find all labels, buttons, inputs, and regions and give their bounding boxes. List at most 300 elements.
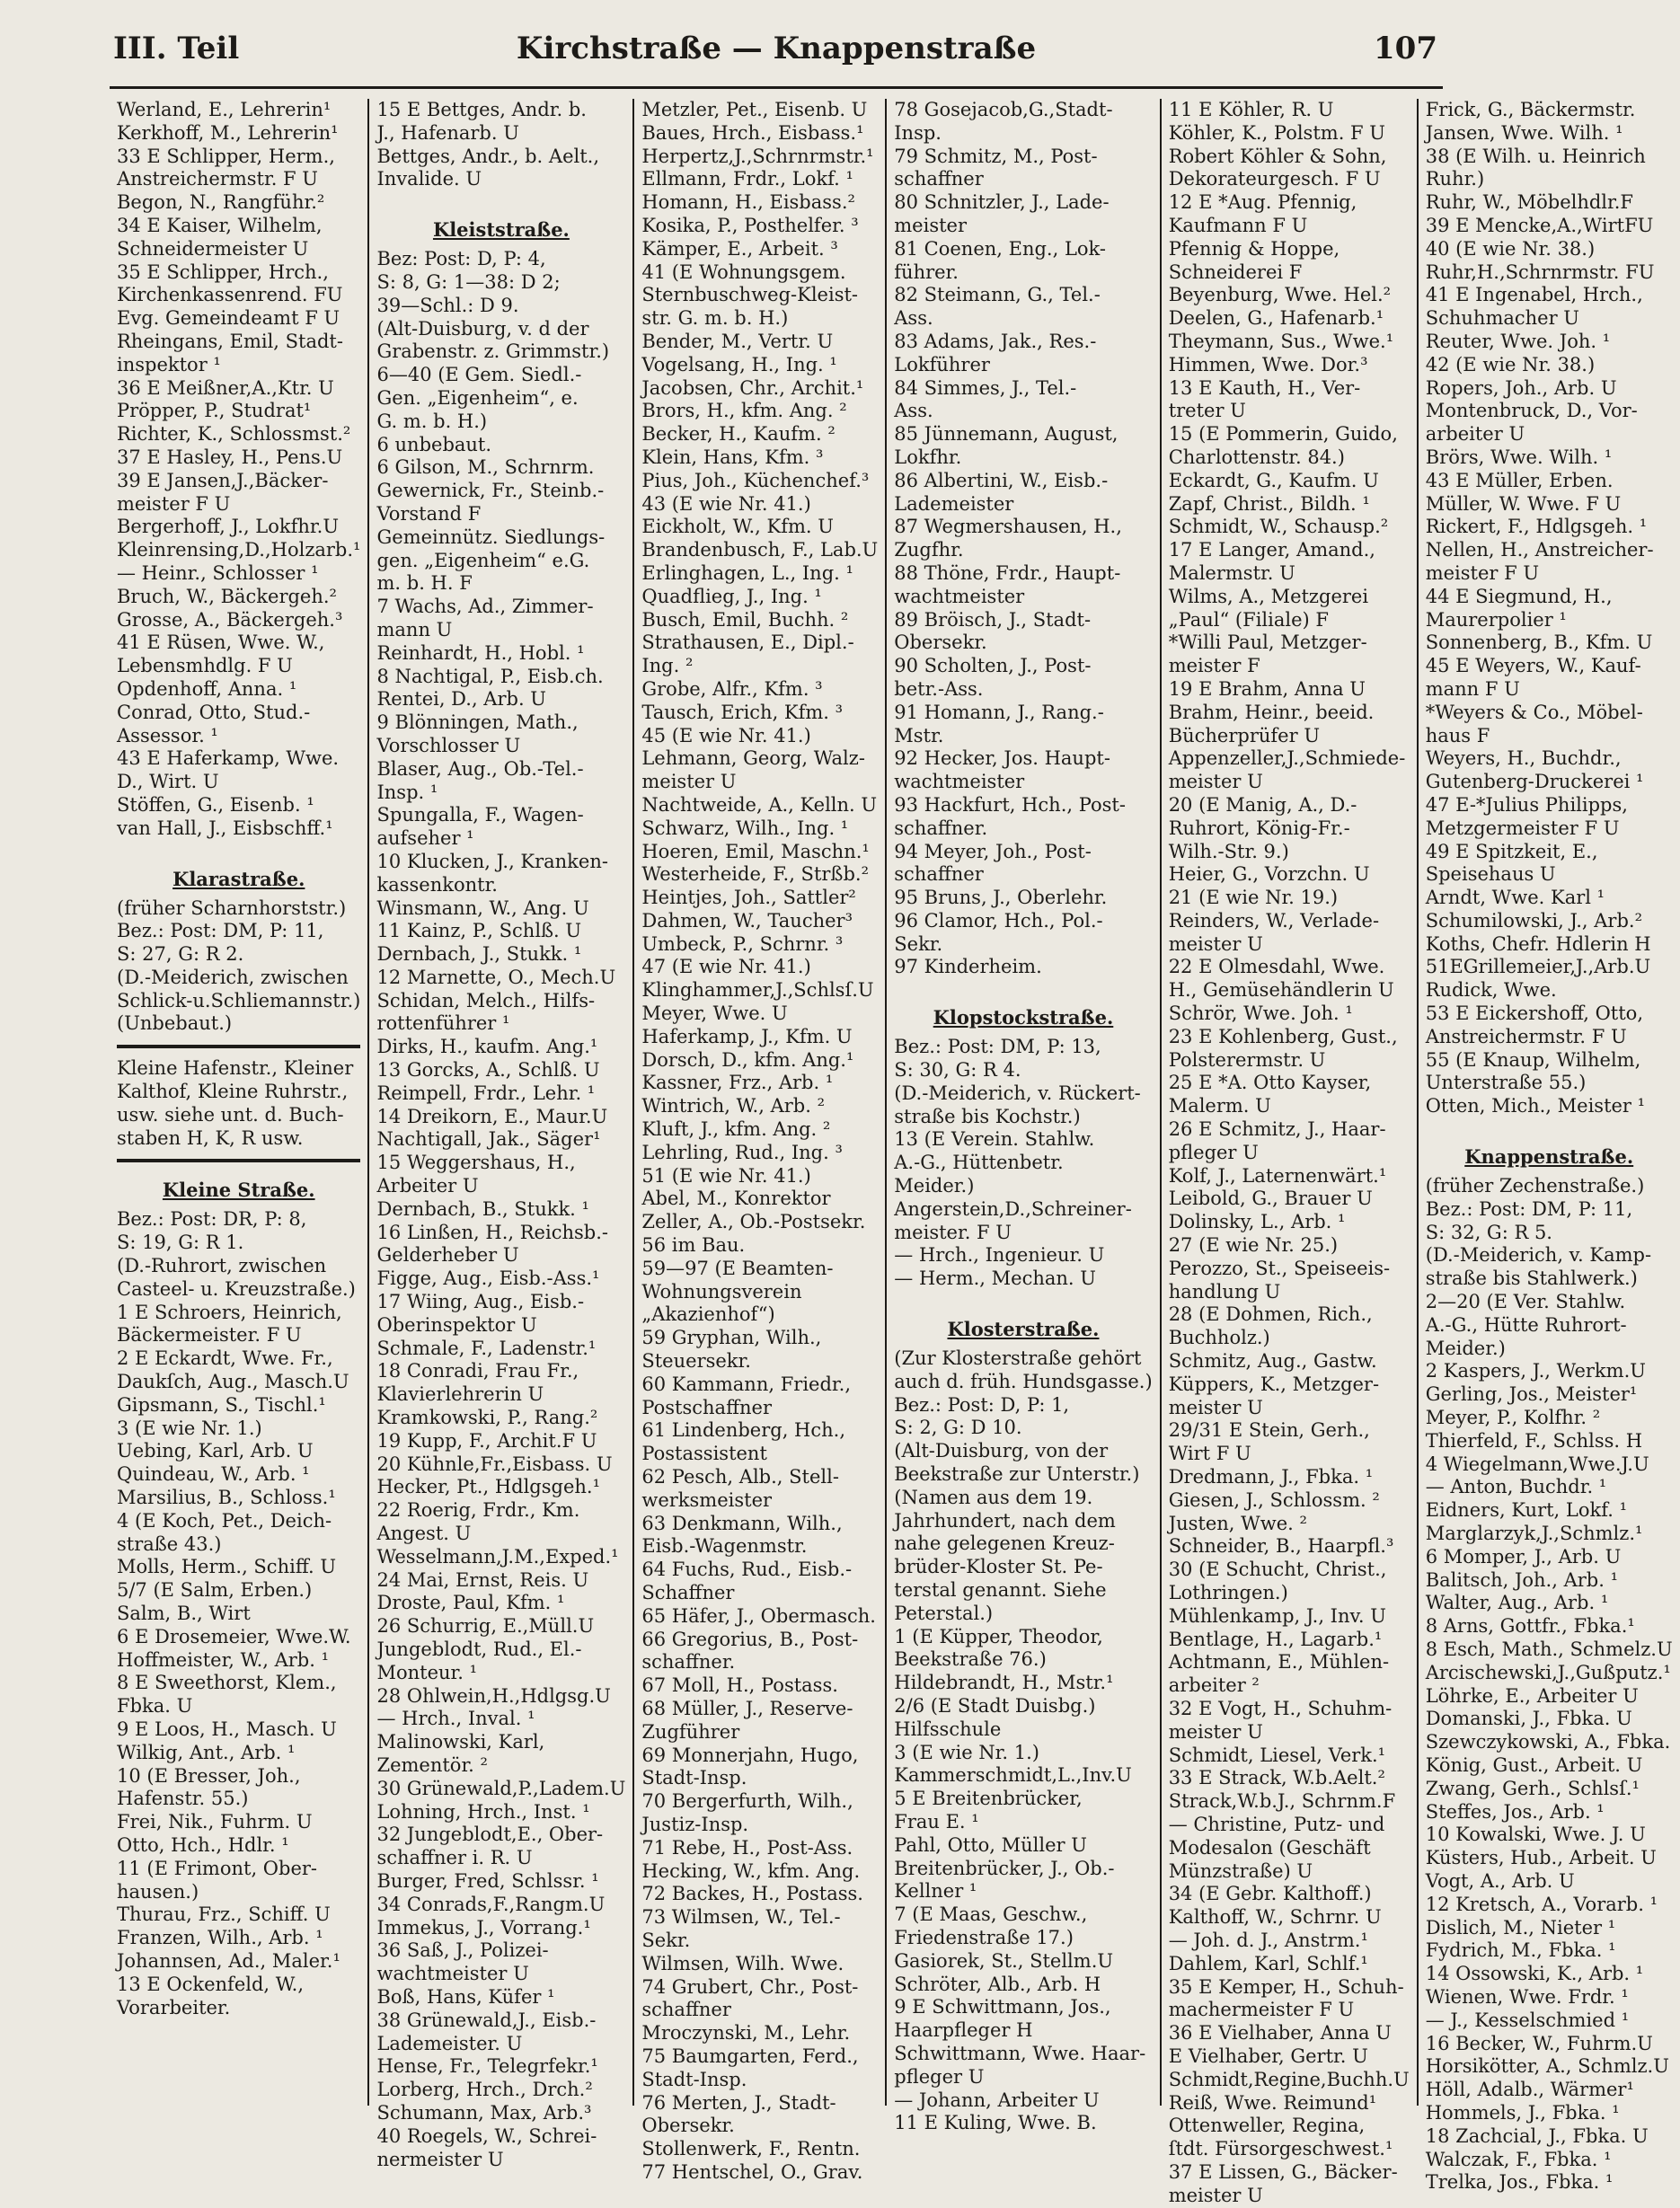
directory-entry: — Hrch., Inval. ¹: [376, 1708, 535, 1730]
directory-entry: meister U: [1168, 771, 1263, 793]
directory-entry: Brahm, Heinr., beeid.: [1168, 701, 1375, 723]
directory-entry: 28 (E Dohmen, Rich.,: [1168, 1303, 1373, 1326]
directory-entry: (Alt-Duisburg, von der: [894, 1440, 1109, 1462]
directory-entry: Speisehaus U: [1425, 863, 1556, 886]
directory-entry: 30 Grünewald,P.,Ladem.U: [376, 1777, 626, 1799]
directory-entry: Leibold, G., Brauer U: [1168, 1188, 1373, 1210]
directory-entry: Insp.: [894, 121, 942, 144]
street-heading: Knappenstraße.: [1464, 1145, 1634, 1169]
directory-entry: (Zur Klosterstraße gehört: [894, 1347, 1142, 1370]
directory-entry: Umbeck, P., Schrnr. ³: [641, 932, 844, 955]
directory-entry: meister U: [1168, 1720, 1263, 1743]
directory-entry: 35 E Schlipper, Hrch.,: [117, 261, 329, 283]
directory-entry: 20 (E Manig, A., D.-: [1168, 793, 1357, 816]
directory-entry: schaffner i. R. U: [376, 1847, 533, 1869]
directory-entry: Szewczykowski, A., Fbka.: [1425, 1731, 1671, 1753]
directory-entry: 33 E Strack, W.b.Aelt.²: [1168, 1767, 1385, 1789]
directory-entry: Dahlem, Karl, Schlf.¹: [1168, 1952, 1368, 1974]
directory-entry: Dahmen, W., Taucher³: [641, 909, 853, 932]
directory-entry: schaffner.: [894, 817, 988, 839]
directory-entry: 32 Jungeblodt,E., Ober-: [376, 1824, 604, 1846]
directory-entry: Malinowski, Karl,: [376, 1731, 545, 1753]
directory-entry: Evg. Gemeindeamt F U: [117, 307, 340, 330]
directory-entry: Vogt, A., Arb. U: [1425, 1869, 1575, 1892]
directory-entry: 26 E Schmitz, J., Haar-: [1168, 1118, 1386, 1141]
page-header: [110, 23, 1443, 89]
directory-entry: 65 Häfer, J., Obermasch.: [641, 1604, 876, 1627]
directory-entry: Reuter, Wwe. Joh. ¹: [1425, 330, 1611, 352]
directory-entry: Becker, H., Kaufm. ²: [641, 423, 836, 446]
directory-entry: Brors, H., kfm. Ang. ²: [641, 400, 847, 422]
directory-entry: Uebing, Karl, Arb. U: [117, 1440, 314, 1462]
directory-entry: — Christine, Putz- und: [1168, 1813, 1385, 1835]
directory-entry: 81 Coenen, Eng., Lok-: [894, 237, 1106, 260]
directory-entry: Schwittmann, Wwe. Haar-: [894, 2042, 1146, 2064]
directory-entry: S: 2, G: D 10.: [894, 1417, 1022, 1439]
street-heading: Klopstockstraße.: [933, 1006, 1114, 1029]
directory-entry: Dirks, H., kaufm. Ang.¹: [376, 1036, 598, 1058]
directory-entry: 13 E Ockenfeld, W.,: [117, 1973, 305, 1995]
directory-entry: Wintrich, W., Arb. ²: [641, 1095, 826, 1117]
directory-entry: Jansen, Wwe. Wilh. ¹: [1425, 121, 1623, 144]
directory-entry: Kalthoff, W., Schrnr. U: [1168, 1906, 1382, 1929]
directory-entry: 88 Thöne, Frdr., Haupt-: [894, 561, 1121, 584]
directory-entry: Pröpper, P., Studrat¹: [117, 400, 312, 422]
directory-entry: Bettges, Andr., b. Aelt.,: [376, 145, 600, 167]
directory-entry: 12 E *Aug. Pfennig,: [1168, 191, 1357, 214]
directory-entry: Schröter, Alb., Arb. H: [894, 1973, 1101, 1995]
directory-entry: Reinders, W., Verlade-: [1168, 909, 1380, 932]
directory-entry: 2—20 (E Ver. Stahlw.: [1425, 1291, 1626, 1313]
directory-entry: 38 (E Wilh. u. Heinrich: [1425, 145, 1646, 167]
directory-entry: Frick, G., Bäckermstr.: [1425, 99, 1636, 120]
directory-entry: 11 E Köhler, R. U: [1168, 99, 1334, 120]
directory-entry: straße bis Kochstr.): [894, 1105, 1081, 1127]
directory-entry: 6—40 (E Gem. Siedl.-: [376, 364, 582, 386]
directory-entry: Grosse, A., Bäckergeh.³: [117, 608, 343, 631]
directory-entry: Beekstraße 76.): [894, 1648, 1047, 1671]
directory-entry: 73 Wilmsen, W., Tel.-: [641, 1906, 841, 1929]
directory-entry: Eckardt, G., Kaufm. U: [1168, 469, 1379, 491]
directory-entry: Dernbach, J., Stukk. ¹: [376, 943, 582, 966]
directory-entry: führer.: [894, 261, 959, 283]
directory-entry: 62 Pesch, Alb., Stell-: [641, 1466, 839, 1488]
directory-entry: Ass.: [894, 400, 933, 422]
directory-entry: (früher Zechenstraße.): [1425, 1175, 1645, 1197]
directory-entry: 45 E Weyers, W., Kauf-: [1425, 655, 1641, 677]
directory-entry: Justen, Wwe. ²: [1168, 1512, 1307, 1534]
directory-entry: Baues, Hrch., Eisbass.¹: [641, 121, 864, 144]
directory-entry: *Willi Paul, Metzger-: [1168, 631, 1367, 654]
directory-entry: 13 (E Verein. Stahlw.: [894, 1128, 1095, 1151]
directory-entry: 87 Wegmershausen, H.,: [894, 516, 1122, 538]
directory-entry: Bentlage, H., Lagarb.¹: [1168, 1628, 1383, 1650]
directory-entry: Unterstraße 55.): [1425, 1072, 1587, 1094]
directory-entry: Lehrling, Rud., Ing. ³: [641, 1141, 843, 1163]
directory-entry: Bergerhoff, J., Lokfhr.U: [117, 516, 340, 538]
directory-entry: — Johann, Arbeiter U: [894, 2089, 1100, 2111]
directory-entry: mann F U: [1425, 677, 1520, 700]
directory-entry: 10 (E Bresser, Joh.,: [117, 1764, 301, 1787]
directory-entry: Thurau, Frz., Schiff. U: [117, 1903, 331, 1926]
spacer: [117, 841, 360, 852]
directory-entry: werksmeister: [641, 1488, 773, 1511]
directory-entry: S: 8, G: 1—38: D 2;: [376, 270, 561, 293]
directory-entry: Dekorateurgesch. F U: [1168, 168, 1381, 190]
directory-entry: Stadt-Insp.: [641, 2068, 747, 2090]
directory-entry: 90 Scholten, J., Post-: [894, 655, 1092, 677]
directory-entry: Meyer, Wwe. U: [641, 1002, 788, 1025]
page-number: 107: [1374, 31, 1437, 66]
directory-entry: 3 (E wie Nr. 1.): [117, 1417, 262, 1439]
directory-entry: 17 Wiing, Aug., Eisb.-: [376, 1291, 585, 1313]
directory-entry: (Unbebaut.): [117, 1012, 233, 1035]
directory-entry: Obersekr.: [894, 631, 987, 654]
directory-entry: Bez.: Post: DM, P: 11,: [117, 920, 324, 942]
directory-entry: Fbka. U: [117, 1695, 193, 1718]
directory-entry: 51 (E wie Nr. 41.): [641, 1164, 811, 1187]
directory-entry: 59 Gryphan, Wilh.,: [641, 1327, 822, 1349]
directory-entry: Hildebrandt, H., Mstr.¹: [894, 1672, 1114, 1694]
directory-entry: 7 (E Maas, Geschw.,: [894, 1903, 1088, 1926]
directory-entry: 66 Gregorius, B., Post-: [641, 1628, 859, 1650]
directory-entry: mann U: [376, 618, 453, 640]
directory-entry: 4 Wiegelmann,Wwe.J.U: [1425, 1453, 1649, 1475]
directory-entry: Justiz-Insp.: [641, 1813, 749, 1835]
directory-entry: Hommels, J., Fbka. ¹: [1425, 2101, 1620, 2124]
directory-entry: Marsilius, B., Schloss.¹: [117, 1487, 336, 1509]
directory-entry: Immekus, J., Vorrang.¹: [376, 1916, 591, 1939]
directory-entry: Pfennig & Hoppe,: [1168, 237, 1340, 260]
directory-entry: 78 Gosejacob,G.,Stadt-: [894, 99, 1113, 120]
directory-entry: (Namen aus dem 19.: [894, 1486, 1093, 1508]
directory-entry: Kolf, J., Laternenwärt.¹: [1168, 1164, 1387, 1187]
directory-entry: Schneidermeister U: [117, 237, 309, 260]
directory-column: [1419, 99, 1680, 2194]
directory-entry: Kirchenkassenrend. FU: [117, 284, 343, 306]
directory-entry: Lademeister: [894, 492, 1014, 515]
directory-entry: nermeister U: [376, 2148, 504, 2170]
spacer: [1426, 1118, 1673, 1129]
directory-entry: 1 (E Küpper, Theodor,: [894, 1625, 1103, 1647]
directory-entry: Gewernick, Fr., Steinb.-: [376, 480, 605, 502]
directory-entry: Gipsmann, S., Tischl.¹: [117, 1393, 326, 1416]
directory-entry: Sonnenberg, B., Kfm. U: [1425, 631, 1653, 654]
directory-entry: S: 19, G: R 1.: [117, 1232, 244, 1254]
directory-entry: meister U: [1168, 1396, 1263, 1418]
directory-entry: Wienen, Wwe. Frdr. ¹: [1425, 1985, 1629, 2008]
directory-entry: 7 Wachs, Ad., Zimmer-: [376, 596, 594, 618]
directory-entry: Sternbuschweg-Kleist-: [641, 284, 859, 306]
directory-entry: 39—Schl.: D 9.: [376, 294, 519, 316]
directory-entry: Gerling, Jos., Meister¹: [1425, 1383, 1638, 1406]
directory-entry: 82 Steimann, G., Tel.-: [894, 284, 1101, 306]
directory-entry: Thierfeld, F., Schlss. H: [1425, 1429, 1643, 1452]
directory-entry: Zapf, Christ., Bildh. ¹: [1168, 492, 1370, 515]
directory-entry: Fydrich, M., Fbka. ¹: [1425, 1939, 1616, 1962]
directory-entry: 34 Conrads,F.,Rangm.U: [376, 1893, 606, 1915]
directory-entry: Quindeau, W., Arb. ¹: [117, 1463, 310, 1486]
directory-entry: 77 Hentschel, O., Grav.: [641, 2160, 863, 2183]
directory-entry: Schneiderei F: [1168, 261, 1303, 283]
directory-entry: 15 Weggershaus, H.,: [376, 1152, 576, 1174]
directory-entry: Grobe, Alfr., Kfm. ³: [641, 677, 823, 700]
directory-entry: Müller, W. Wwe. F U: [1425, 492, 1622, 515]
directory-entry: Mroczynski, M., Lehr.: [641, 2022, 851, 2045]
directory-entry: Deelen, G., Hafenarb.¹: [1168, 307, 1384, 330]
directory-entry: 92 Hecker, Jos. Haupt-: [894, 747, 1110, 770]
directory-entry: Lokfhr.: [894, 446, 962, 468]
directory-entry: 69 Monnerjahn, Hugo,: [641, 1744, 859, 1766]
directory-entry: (Alt-Duisburg, v. d der: [376, 317, 589, 340]
directory-entry: 79 Schmitz, M., Post-: [894, 145, 1098, 167]
directory-entry: Maurerpolier ¹: [1425, 608, 1567, 631]
street-heading: Klarastraße.: [172, 867, 305, 890]
directory-entry: 45 (E wie Nr. 41.): [641, 724, 811, 746]
directory-entry: 55 (E Knaup, Wilhelm,: [1425, 1048, 1641, 1071]
directory-entry: Bez.: Post: DM, P: 13,: [894, 1036, 1101, 1058]
directory-entry: 9 Blönningen, Math.,: [376, 711, 579, 734]
directory-entry: Herpertz,J.,Schrnrmstr.¹: [641, 145, 874, 167]
directory-entry: Friedenstraße 17.): [894, 1926, 1074, 1948]
directory-entry: Eisb.-Wagenmstr.: [641, 1535, 808, 1558]
directory-entry: 19 E Brahm, Anna U: [1168, 677, 1366, 700]
directory-entry: Metzler, Pet., Eisenb. U: [641, 99, 868, 120]
directory-entry: Richter, K., Schlossmst.²: [117, 423, 351, 446]
directory-entry: Stadt-Insp.: [641, 1767, 747, 1789]
directory-entry: 5 E Breitenbrücker,: [894, 1788, 1083, 1810]
directory-entry: (D.-Meiderich, zwischen: [117, 966, 349, 988]
directory-entry: Wirt F U: [1168, 1443, 1251, 1465]
directory-entry: 6 E Drosemeier, Wwe.W.: [117, 1625, 351, 1647]
directory-entry: S: 30, G: R 4.: [894, 1059, 1021, 1082]
directory-entry: Gasiorek, St., Stellm.U: [894, 1949, 1114, 1972]
directory-entry: Anstreichermstr. F U: [117, 168, 318, 190]
spacer: [376, 191, 625, 202]
directory-entry: 61 Lindenberg, Hch.,: [641, 1419, 845, 1442]
directory-entry: Rheingans, Emil, Stadt-: [117, 330, 343, 352]
directory-entry: Otto, Hch., Hdlr. ¹: [117, 1833, 289, 1856]
directory-entry: Giesen, J., Schlossm. ²: [1168, 1488, 1380, 1511]
directory-columns: [110, 99, 1673, 2206]
directory-entry: 96 Clamor, Hch., Pol.-: [894, 909, 1103, 932]
directory-entry: Gen. „Eigenheim“, e.: [376, 386, 579, 409]
directory-entry: arbeiter ²: [1168, 1674, 1260, 1697]
directory-entry: Casteel- u. Kreuzstraße.): [117, 1277, 356, 1300]
directory-entry: Bender, M., Vertr. U: [641, 330, 834, 352]
directory-entry: 26 Schurrig, E.,Müll.U: [376, 1615, 595, 1638]
spacer: [894, 979, 1152, 990]
directory-entry: 49 E Spitzkeit, E.,: [1425, 840, 1598, 862]
directory-entry: Zeller, A., Ob.-Postsekr.: [641, 1211, 866, 1233]
directory-entry: Peterstal.): [894, 1602, 994, 1624]
directory-entry: 41 (E Wohnungsgem.: [641, 261, 846, 283]
directory-entry: Otten, Mich., Meister ¹: [1425, 1095, 1646, 1117]
directory-entry: 93 Hackfurt, Hch., Post-: [894, 793, 1126, 816]
directory-entry: Walter, Aug., Arb. ¹: [1425, 1592, 1609, 1614]
directory-entry: Ruhrort, König-Fr.-: [1168, 817, 1350, 839]
directory-entry: 51EGrillemeier,J.,Arb.U: [1425, 956, 1651, 978]
directory-entry: Stollenwerk, F., Rentn.: [641, 2138, 861, 2160]
directory-entry: Insp. ¹: [376, 781, 438, 803]
directory-entry: 4 (E Koch, Pet., Deich-: [117, 1509, 332, 1532]
directory-entry: usw. siehe unt. d. Buch-: [117, 1103, 344, 1126]
directory-entry: Lebensmhdlg. F U: [117, 655, 293, 677]
directory-entry: Johannsen, Ad., Maler.¹: [117, 1949, 340, 1972]
directory-entry: 20 Kühnle,Fr.,Eisbass. U: [376, 1453, 613, 1475]
directory-entry: Ass.: [894, 307, 933, 330]
directory-entry: Erlinghagen, L., Ing. ¹: [641, 561, 853, 584]
directory-entry: Assessor. ¹: [117, 724, 218, 746]
directory-entry: Bruch, W., Bäckergeh.²: [117, 585, 337, 607]
directory-entry: Figge, Aug., Eisb.-Ass.¹: [376, 1267, 600, 1290]
directory-entry: 35 E Kemper, H., Schuh-: [1168, 1975, 1404, 1998]
directory-entry: Dernbach, B., Stukk. ¹: [376, 1197, 589, 1220]
directory-entry: Wohnungsverein: [641, 1280, 802, 1303]
directory-entry: Zwang, Gerh., Schlsſ.¹: [1425, 1777, 1640, 1799]
directory-entry: Bez: Post: D, P: 4,: [376, 248, 546, 270]
directory-entry: aufseher ¹: [376, 827, 474, 850]
directory-entry: Hense, Fr., Telegrfekr.¹: [376, 2055, 598, 2078]
directory-entry: meister F U: [1425, 561, 1540, 584]
directory-entry: straße 43.): [117, 1532, 222, 1555]
directory-entry: Obersekr.: [641, 2115, 735, 2137]
directory-entry: 89 Bröisch, J., Stadt-: [894, 608, 1092, 631]
directory-entry: Perozzo, St., Speiseeis-: [1168, 1257, 1391, 1279]
directory-entry: 9 E Schwittmann, Jos.,: [894, 1996, 1111, 2018]
directory-entry: 63 Denkmann, Wilh.,: [641, 1512, 843, 1534]
directory-entry: Invalide. U: [376, 168, 482, 190]
directory-entry: Domanski, J., Fbka. U: [1425, 1708, 1632, 1730]
directory-entry: Stöffen, G., Eisenb. ¹: [117, 793, 314, 816]
directory-entry: straße bis Stahlwerk.): [1425, 1267, 1638, 1290]
directory-entry: Kalthof, Kleine Ruhrstr.,: [117, 1081, 349, 1103]
directory-entry: Münzstraße) U: [1168, 1859, 1313, 1882]
directory-column: [110, 99, 369, 2106]
directory-entry: Gelderheber U: [376, 1244, 519, 1267]
directory-entry: Frei, Nik., Fuhrm. U: [117, 1811, 313, 1833]
directory-entry: S: 32, G: R 5.: [1425, 1221, 1552, 1243]
directory-entry: 10 Klucken, J., Kranken-: [376, 850, 608, 872]
directory-entry: Schmitz, Aug., Gastw.: [1168, 1350, 1377, 1373]
directory-entry: 15 (E Pommerin, Guido,: [1168, 423, 1398, 446]
directory-entry: 19 Kupp, F., Archit.F U: [376, 1429, 597, 1452]
directory-entry: Postschaffner: [641, 1396, 772, 1418]
directory-entry: 36 E Meißner,A.,Ktr. U: [117, 376, 334, 399]
directory-entry: Kellner ¹: [894, 1880, 977, 1903]
directory-entry: Meider.): [894, 1175, 975, 1197]
directory-entry: Kleinrensing,D.,Holzarb.¹: [117, 539, 361, 561]
directory-entry: „Akazienhof“): [641, 1303, 775, 1326]
directory-entry: pfleger U: [1168, 1141, 1259, 1163]
directory-entry: Schmale, F., Ladenstr.¹: [376, 1337, 597, 1359]
directory-entry: meister U: [641, 771, 737, 793]
directory-entry: Arndt, Wwe. Karl ¹: [1425, 887, 1605, 909]
directory-entry: Schidan, Melch., Hilfs-: [376, 989, 596, 1011]
directory-entry: D., Wirt. U: [117, 771, 219, 793]
directory-entry: Hecker, Pt., Hdlgsgeh.¹: [376, 1476, 600, 1498]
directory-entry: 16 Becker, W., Fuhrm.U: [1425, 2032, 1653, 2054]
directory-entry: Werland, E., Lehrerin¹: [117, 99, 332, 120]
directory-column: [1162, 99, 1419, 2206]
directory-entry: 47 (E wie Nr. 41.): [641, 956, 811, 978]
directory-entry: Klinghammer,J.,Schlsſ.U: [641, 979, 874, 1002]
directory-entry: 8 E Sweethorst, Klem.,: [117, 1672, 337, 1694]
directory-entry: 37 E Hasley, H., Pens.U: [117, 446, 343, 468]
directory-entry: Küppers, K., Metzger-: [1168, 1373, 1380, 1395]
directory-entry: treter U: [1168, 400, 1246, 422]
directory-entry: Ruhr.): [1425, 168, 1485, 190]
directory-entry: haus F: [1425, 724, 1490, 746]
directory-entry: Löhrke, E., Arbeiter U: [1425, 1684, 1639, 1707]
directory-entry: Kämper, E., Arbeit. ³: [641, 237, 838, 260]
directory-entry: machermeister F U: [1168, 1999, 1355, 2021]
directory-entry: Daukſch, Aug., Masch.U: [117, 1371, 349, 1393]
directory-entry: Zugführer: [641, 1720, 740, 1743]
directory-entry: Arcischewski,J.,Gußputz.¹: [1425, 1661, 1671, 1683]
directory-entry: Gutenberg-Druckerei ¹: [1425, 771, 1644, 793]
directory-entry: 86 Albertini, W., Eisb.-: [894, 469, 1109, 491]
directory-entry: Ing. ²: [641, 655, 694, 677]
directory-entry: inspektor ¹: [117, 353, 221, 375]
directory-entry: 39 E Jansen,J.,Bäcker-: [117, 469, 329, 491]
directory-entry: 91 Homann, J., Rang.-: [894, 701, 1104, 723]
directory-entry: Strathausen, E., Dipl.-: [641, 631, 854, 654]
directory-entry: Lohning, Hrch., Inst. ¹: [376, 1800, 590, 1823]
directory-entry: Lokführer: [894, 353, 990, 375]
directory-entry: Heier, G., Vorzchn. U: [1168, 863, 1370, 886]
directory-entry: Rudick, Wwe.: [1425, 979, 1557, 1002]
directory-entry: Wilms, A., Metzgerei: [1168, 585, 1369, 607]
directory-entry: meister F: [1168, 655, 1260, 677]
directory-entry: Sekr.: [641, 1929, 691, 1951]
directory-entry: 6 Momper, J., Arb. U: [1425, 1545, 1622, 1568]
directory-entry: „Paul“ (Filiale) F: [1168, 608, 1329, 631]
directory-entry: schaffner.: [641, 1651, 736, 1674]
directory-entry: 37 E Lissen, G., Bäcker-: [1168, 2160, 1398, 2183]
directory-entry: Zugfhr.: [894, 539, 964, 561]
directory-entry: meister: [894, 214, 968, 236]
directory-entry: Hoeren, Emil, Maschn.¹: [641, 840, 870, 862]
directory-entry: 34 E Kaiser, Wilhelm,: [117, 214, 323, 236]
directory-entry: hausen.): [117, 1880, 199, 1903]
directory-entry: Vorarbeiter.: [117, 1996, 231, 2018]
directory-entry: Wilmsen, Wilh. Wwe.: [641, 1952, 844, 1974]
directory-entry: G. m. b. H.): [376, 410, 488, 432]
directory-entry: Kleine Hafenstr., Kleiner: [117, 1057, 354, 1080]
directory-entry: *Weyers & Co., Möbel-: [1425, 701, 1643, 723]
directory-entry: Reinhardt, H., Hobl. ¹: [376, 641, 585, 664]
directory-entry: 16 Linßen, H., Reichsb.-: [376, 1221, 608, 1243]
directory-entry: Homann, H., Eisbass.²: [641, 191, 855, 214]
directory-entry: Wilkig, Ant., Arb. ¹: [117, 1741, 296, 1763]
directory-entry: Breitenbrücker, J., Ob.-: [894, 1857, 1115, 1879]
directory-entry: 74 Grubert, Chr., Post-: [641, 1975, 859, 1998]
directory-entry: 32 E Vogt, H., Schuhm-: [1168, 1697, 1393, 1719]
directory-entry: Brörs, Wwe. Wilh. ¹: [1425, 446, 1613, 468]
directory-entry: Dolinsky, L., Arb. ¹: [1168, 1211, 1346, 1233]
directory-entry: arbeiter U: [1425, 423, 1525, 446]
directory-entry: 67 Moll, H., Postass.: [641, 1674, 838, 1697]
directory-entry: terstal genannt. Siehe: [894, 1579, 1107, 1602]
directory-entry: Bäckermeister. F U: [117, 1324, 302, 1347]
directory-entry: J., Hafenarb. U: [376, 121, 519, 144]
directory-entry: 71 Rebe, H., Post-Ass.: [641, 1836, 853, 1859]
directory-entry: Jahrhundert, nach dem: [894, 1509, 1116, 1532]
directory-entry: 24 Mai, Ernst, Reis. U: [376, 1568, 589, 1591]
directory-column: [634, 99, 887, 2183]
directory-entry: Dredmann, J., Fbka. ¹: [1168, 1466, 1374, 1488]
